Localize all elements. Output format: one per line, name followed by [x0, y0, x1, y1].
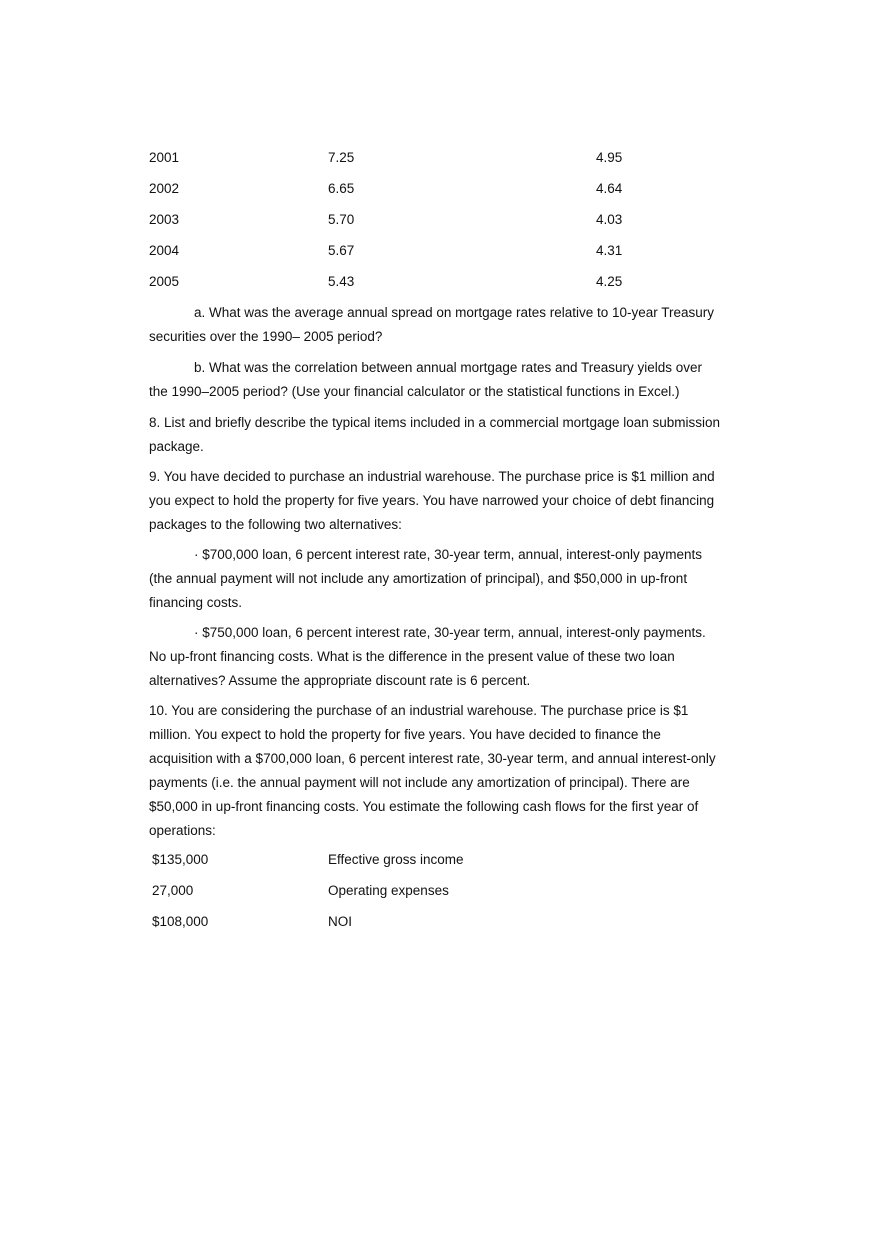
question-line: 8. List and briefly describe the typical items included in a commercial mortgage loan submission — [149, 415, 721, 430]
mortgage-rate-cell: 5.67 — [328, 243, 355, 258]
question-line: package. — [149, 439, 204, 454]
question-line: 10. You are considering the purchase of an industrial warehouse. The purchase price is $1 — [149, 703, 689, 718]
cash-flow-label: Effective gross income — [328, 852, 464, 867]
year-cell: 2002 — [149, 181, 180, 196]
treasury-yield-cell: 4.31 — [596, 243, 623, 258]
question-line: payments (i.e. the annual payment will not include any amortization of principal). There are — [149, 775, 690, 790]
question-7b — [149, 356, 739, 404]
question-10 — [149, 699, 739, 843]
cash-flow-row — [152, 882, 652, 900]
question-line: operations: — [149, 823, 216, 838]
question-line: financing costs. — [149, 595, 243, 610]
question-7a — [149, 301, 739, 349]
year-cell: 2001 — [149, 150, 180, 165]
question-line: alternatives? Assume the appropriate discount rate is 6 percent. — [149, 673, 531, 688]
question-line: (the annual payment will not include any amortization of principal), and $50,000 in up-front — [149, 571, 688, 586]
rate-table-row — [149, 242, 749, 260]
cash-flow-amount: $108,000 — [152, 914, 209, 929]
rate-table-row — [149, 149, 749, 167]
question-line: · $750,000 loan, 6 percent interest rate, 30-year term, annual, interest-only payments. — [194, 625, 706, 640]
question-line: $50,000 in up-front financing costs. You estimate the following cash flows for the first year of — [149, 799, 699, 814]
cash-flow-amount: $135,000 — [152, 852, 209, 867]
treasury-yield-cell: 4.95 — [596, 150, 623, 165]
question-line: 9. You have decided to purchase an industrial warehouse. The purchase price is $1 million and — [149, 469, 715, 484]
mortgage-rate-cell: 7.25 — [328, 150, 355, 165]
question-line: acquisition with a $700,000 loan, 6 percent interest rate, 30-year term, and annual interest-only — [149, 751, 716, 766]
rate-table-row — [149, 211, 749, 229]
question-line: million. You expect to hold the property for five years. You have decided to finance the — [149, 727, 661, 742]
question-9-alternative-1 — [149, 543, 739, 615]
question-line: securities over the 1990– 2005 period? — [149, 329, 383, 344]
mortgage-rate-cell: 5.43 — [328, 274, 355, 289]
question-line: the 1990–2005 period? (Use your financial calculator or the statistical functions in Excel.) — [149, 384, 680, 399]
mortgage-rate-cell: 5.70 — [328, 212, 355, 227]
treasury-yield-cell: 4.03 — [596, 212, 623, 227]
question-line: a. What was the average annual spread on mortgage rates relative to 10-year Treasury — [194, 305, 715, 320]
question-line: packages to the following two alternatives: — [149, 517, 402, 532]
question-9-alternative-2 — [149, 621, 739, 693]
question-line: b. What was the correlation between annual mortgage rates and Treasury yields over — [194, 360, 703, 375]
treasury-yield-cell: 4.64 — [596, 181, 623, 196]
question-line: you expect to hold the property for five years. You have narrowed your choice of debt financing — [149, 493, 715, 508]
question-line: · $700,000 loan, 6 percent interest rate, 30-year term, annual, interest-only payments — [194, 547, 703, 562]
question-8 — [149, 411, 739, 459]
cash-flow-row — [152, 851, 652, 869]
mortgage-rate-cell: 6.65 — [328, 181, 355, 196]
year-cell: 2003 — [149, 212, 180, 227]
question-line: No up-front financing costs. What is the difference in the present value of these two loan — [149, 649, 675, 664]
treasury-yield-cell: 4.25 — [596, 274, 623, 289]
cash-flow-row — [152, 913, 652, 931]
rate-table-row — [149, 180, 749, 198]
cash-flow-label: NOI — [328, 914, 353, 929]
question-9 — [149, 465, 739, 537]
rate-table-row — [149, 273, 749, 291]
cash-flow-amount: 27,000 — [152, 883, 194, 898]
cash-flow-label: Operating expenses — [328, 883, 449, 898]
year-cell: 2004 — [149, 243, 180, 258]
year-cell: 2005 — [149, 274, 180, 289]
